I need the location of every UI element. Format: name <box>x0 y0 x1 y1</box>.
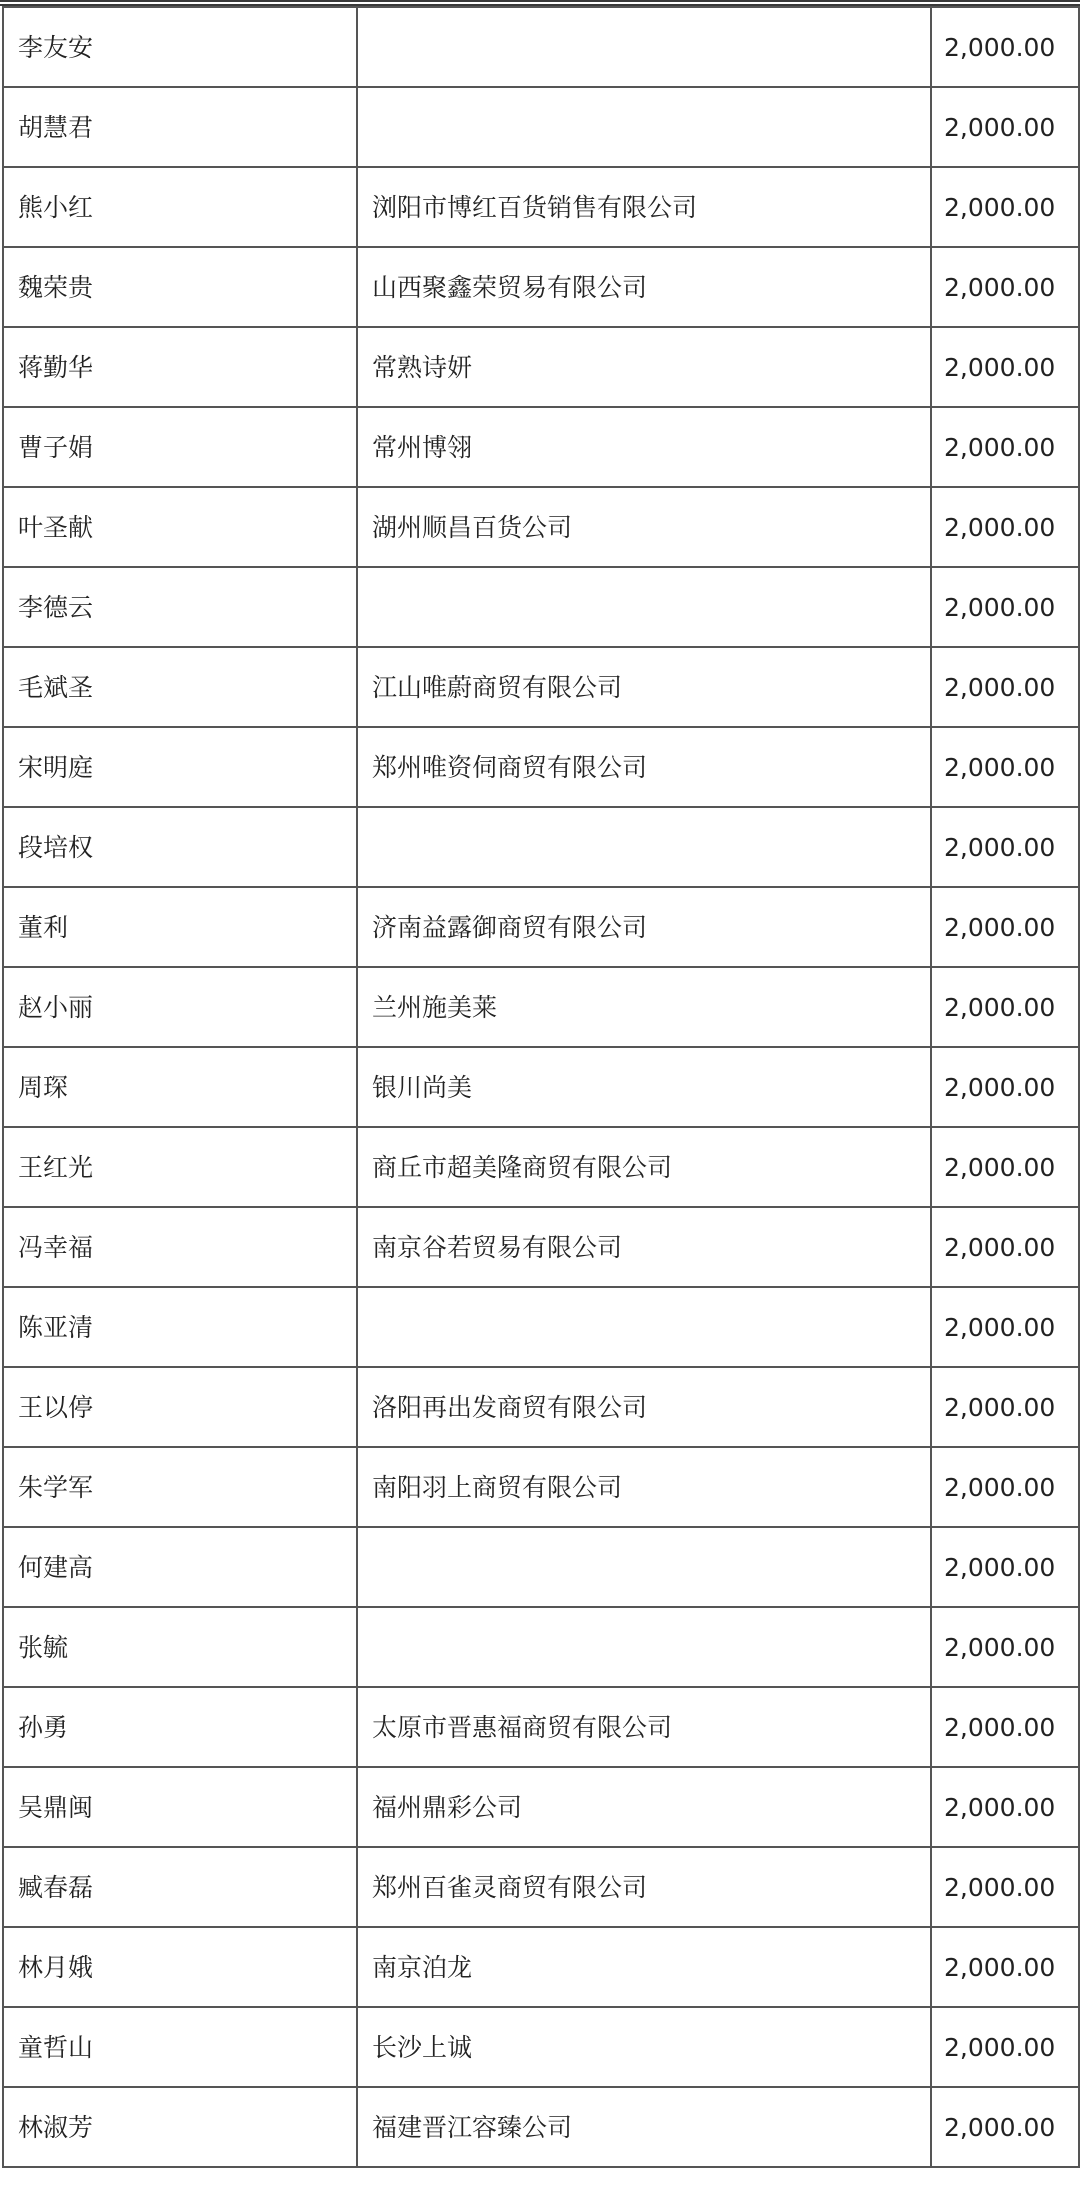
cell-name: 熊小红 <box>3 167 357 247</box>
cell-amount: 2,000.00 <box>931 1127 1079 1207</box>
cell-name: 孙勇 <box>3 1687 357 1767</box>
cell-company <box>357 807 931 887</box>
cell-name: 林淑芳 <box>3 2087 357 2167</box>
cell-company: 商丘市超美隆商贸有限公司 <box>357 1127 931 1207</box>
table-row <box>3 1207 1079 1287</box>
table-row <box>3 487 1079 567</box>
cell-name: 臧春磊 <box>3 1847 357 1927</box>
cell-company <box>357 1527 931 1607</box>
cell-name: 张毓 <box>3 1607 357 1687</box>
table-row <box>3 407 1079 487</box>
cell-company: 福州鼎彩公司 <box>357 1767 931 1847</box>
cell-company <box>357 87 931 167</box>
cell-name: 胡慧君 <box>3 87 357 167</box>
donation-table-container <box>2 6 1078 2168</box>
cell-amount: 2,000.00 <box>931 1367 1079 1447</box>
table-row <box>3 1687 1079 1767</box>
cell-company: 济南益露御商贸有限公司 <box>357 887 931 967</box>
cell-amount: 2,000.00 <box>931 1287 1079 1367</box>
cell-name: 何建高 <box>3 1527 357 1607</box>
table-row <box>3 327 1079 407</box>
cell-company <box>357 1287 931 1367</box>
table-row <box>3 567 1079 647</box>
cell-company: 太原市晋惠福商贸有限公司 <box>357 1687 931 1767</box>
cell-amount: 2,000.00 <box>931 167 1079 247</box>
cell-company: 南阳羽上商贸有限公司 <box>357 1447 931 1527</box>
cell-company: 洛阳再出发商贸有限公司 <box>357 1367 931 1447</box>
cell-company: 郑州百雀灵商贸有限公司 <box>357 1847 931 1927</box>
cell-name: 李德云 <box>3 567 357 647</box>
table-row <box>3 2087 1079 2167</box>
cell-company <box>357 1607 931 1687</box>
table-row <box>3 1767 1079 1847</box>
table-body <box>3 7 1079 2167</box>
table-row <box>3 887 1079 967</box>
cell-amount: 2,000.00 <box>931 1207 1079 1287</box>
cell-amount: 2,000.00 <box>931 247 1079 327</box>
cell-name: 童哲山 <box>3 2007 357 2087</box>
cell-company: 长沙上诚 <box>357 2007 931 2087</box>
cell-amount: 2,000.00 <box>931 1687 1079 1767</box>
table-row <box>3 7 1079 87</box>
cell-name: 段培权 <box>3 807 357 887</box>
cell-name: 蒋勤华 <box>3 327 357 407</box>
cell-company: 南京谷若贸易有限公司 <box>357 1207 931 1287</box>
table-row <box>3 1847 1079 1927</box>
cell-amount: 2,000.00 <box>931 887 1079 967</box>
table-row <box>3 1927 1079 2007</box>
table-row <box>3 967 1079 1047</box>
cell-company: 浏阳市博红百货销售有限公司 <box>357 167 931 247</box>
cell-company <box>357 7 931 87</box>
cell-amount: 2,000.00 <box>931 487 1079 567</box>
cell-company: 湖州顺昌百货公司 <box>357 487 931 567</box>
cell-company: 江山唯蔚商贸有限公司 <box>357 647 931 727</box>
cell-amount: 2,000.00 <box>931 647 1079 727</box>
cell-name: 曹子娟 <box>3 407 357 487</box>
cell-name: 陈亚清 <box>3 1287 357 1367</box>
cell-amount: 2,000.00 <box>931 87 1079 167</box>
table-row <box>3 1287 1079 1367</box>
cell-name: 毛斌圣 <box>3 647 357 727</box>
cell-amount: 2,000.00 <box>931 407 1079 487</box>
cell-company: 常熟诗妍 <box>357 327 931 407</box>
cell-name: 李友安 <box>3 7 357 87</box>
cell-company: 福建晋江容臻公司 <box>357 2087 931 2167</box>
cell-name: 宋明庭 <box>3 727 357 807</box>
top-border-line <box>0 0 1080 2</box>
table-row <box>3 1447 1079 1527</box>
cell-name: 林月娥 <box>3 1927 357 2007</box>
cell-name: 赵小丽 <box>3 967 357 1047</box>
cell-amount: 2,000.00 <box>931 1047 1079 1127</box>
cell-amount: 2,000.00 <box>931 727 1079 807</box>
cell-company: 常州博翎 <box>357 407 931 487</box>
cell-name: 董利 <box>3 887 357 967</box>
table-row <box>3 807 1079 887</box>
table-row <box>3 1527 1079 1607</box>
table-row <box>3 2007 1079 2087</box>
donation-table <box>2 6 1080 2168</box>
cell-amount: 2,000.00 <box>931 1767 1079 1847</box>
cell-company: 郑州唯资伺商贸有限公司 <box>357 727 931 807</box>
cell-amount: 2,000.00 <box>931 1607 1079 1687</box>
cell-amount: 2,000.00 <box>931 567 1079 647</box>
table-row <box>3 247 1079 327</box>
cell-company: 山西聚鑫荣贸易有限公司 <box>357 247 931 327</box>
cell-amount: 2,000.00 <box>931 327 1079 407</box>
cell-company: 南京泊龙 <box>357 1927 931 2007</box>
cell-name: 吴鼎闽 <box>3 1767 357 1847</box>
cell-company <box>357 567 931 647</box>
cell-amount: 2,000.00 <box>931 2087 1079 2167</box>
cell-amount: 2,000.00 <box>931 2007 1079 2087</box>
table-row <box>3 1047 1079 1127</box>
table-row <box>3 727 1079 807</box>
cell-amount: 2,000.00 <box>931 1847 1079 1927</box>
cell-amount: 2,000.00 <box>931 1447 1079 1527</box>
cell-amount: 2,000.00 <box>931 967 1079 1047</box>
cell-name: 魏荣贵 <box>3 247 357 327</box>
cell-name: 朱学军 <box>3 1447 357 1527</box>
cell-amount: 2,000.00 <box>931 7 1079 87</box>
table-row <box>3 167 1079 247</box>
cell-amount: 2,000.00 <box>931 807 1079 887</box>
cell-company: 兰州施美莱 <box>357 967 931 1047</box>
table-row <box>3 87 1079 167</box>
cell-name: 王以停 <box>3 1367 357 1447</box>
table-row <box>3 647 1079 727</box>
cell-amount: 2,000.00 <box>931 1527 1079 1607</box>
cell-amount: 2,000.00 <box>931 1927 1079 2007</box>
cell-company: 银川尚美 <box>357 1047 931 1127</box>
cell-name: 叶圣献 <box>3 487 357 567</box>
cell-name: 周琛 <box>3 1047 357 1127</box>
table-row <box>3 1367 1079 1447</box>
table-row <box>3 1607 1079 1687</box>
table-row <box>3 1127 1079 1207</box>
cell-name: 冯幸福 <box>3 1207 357 1287</box>
cell-name: 王红光 <box>3 1127 357 1207</box>
